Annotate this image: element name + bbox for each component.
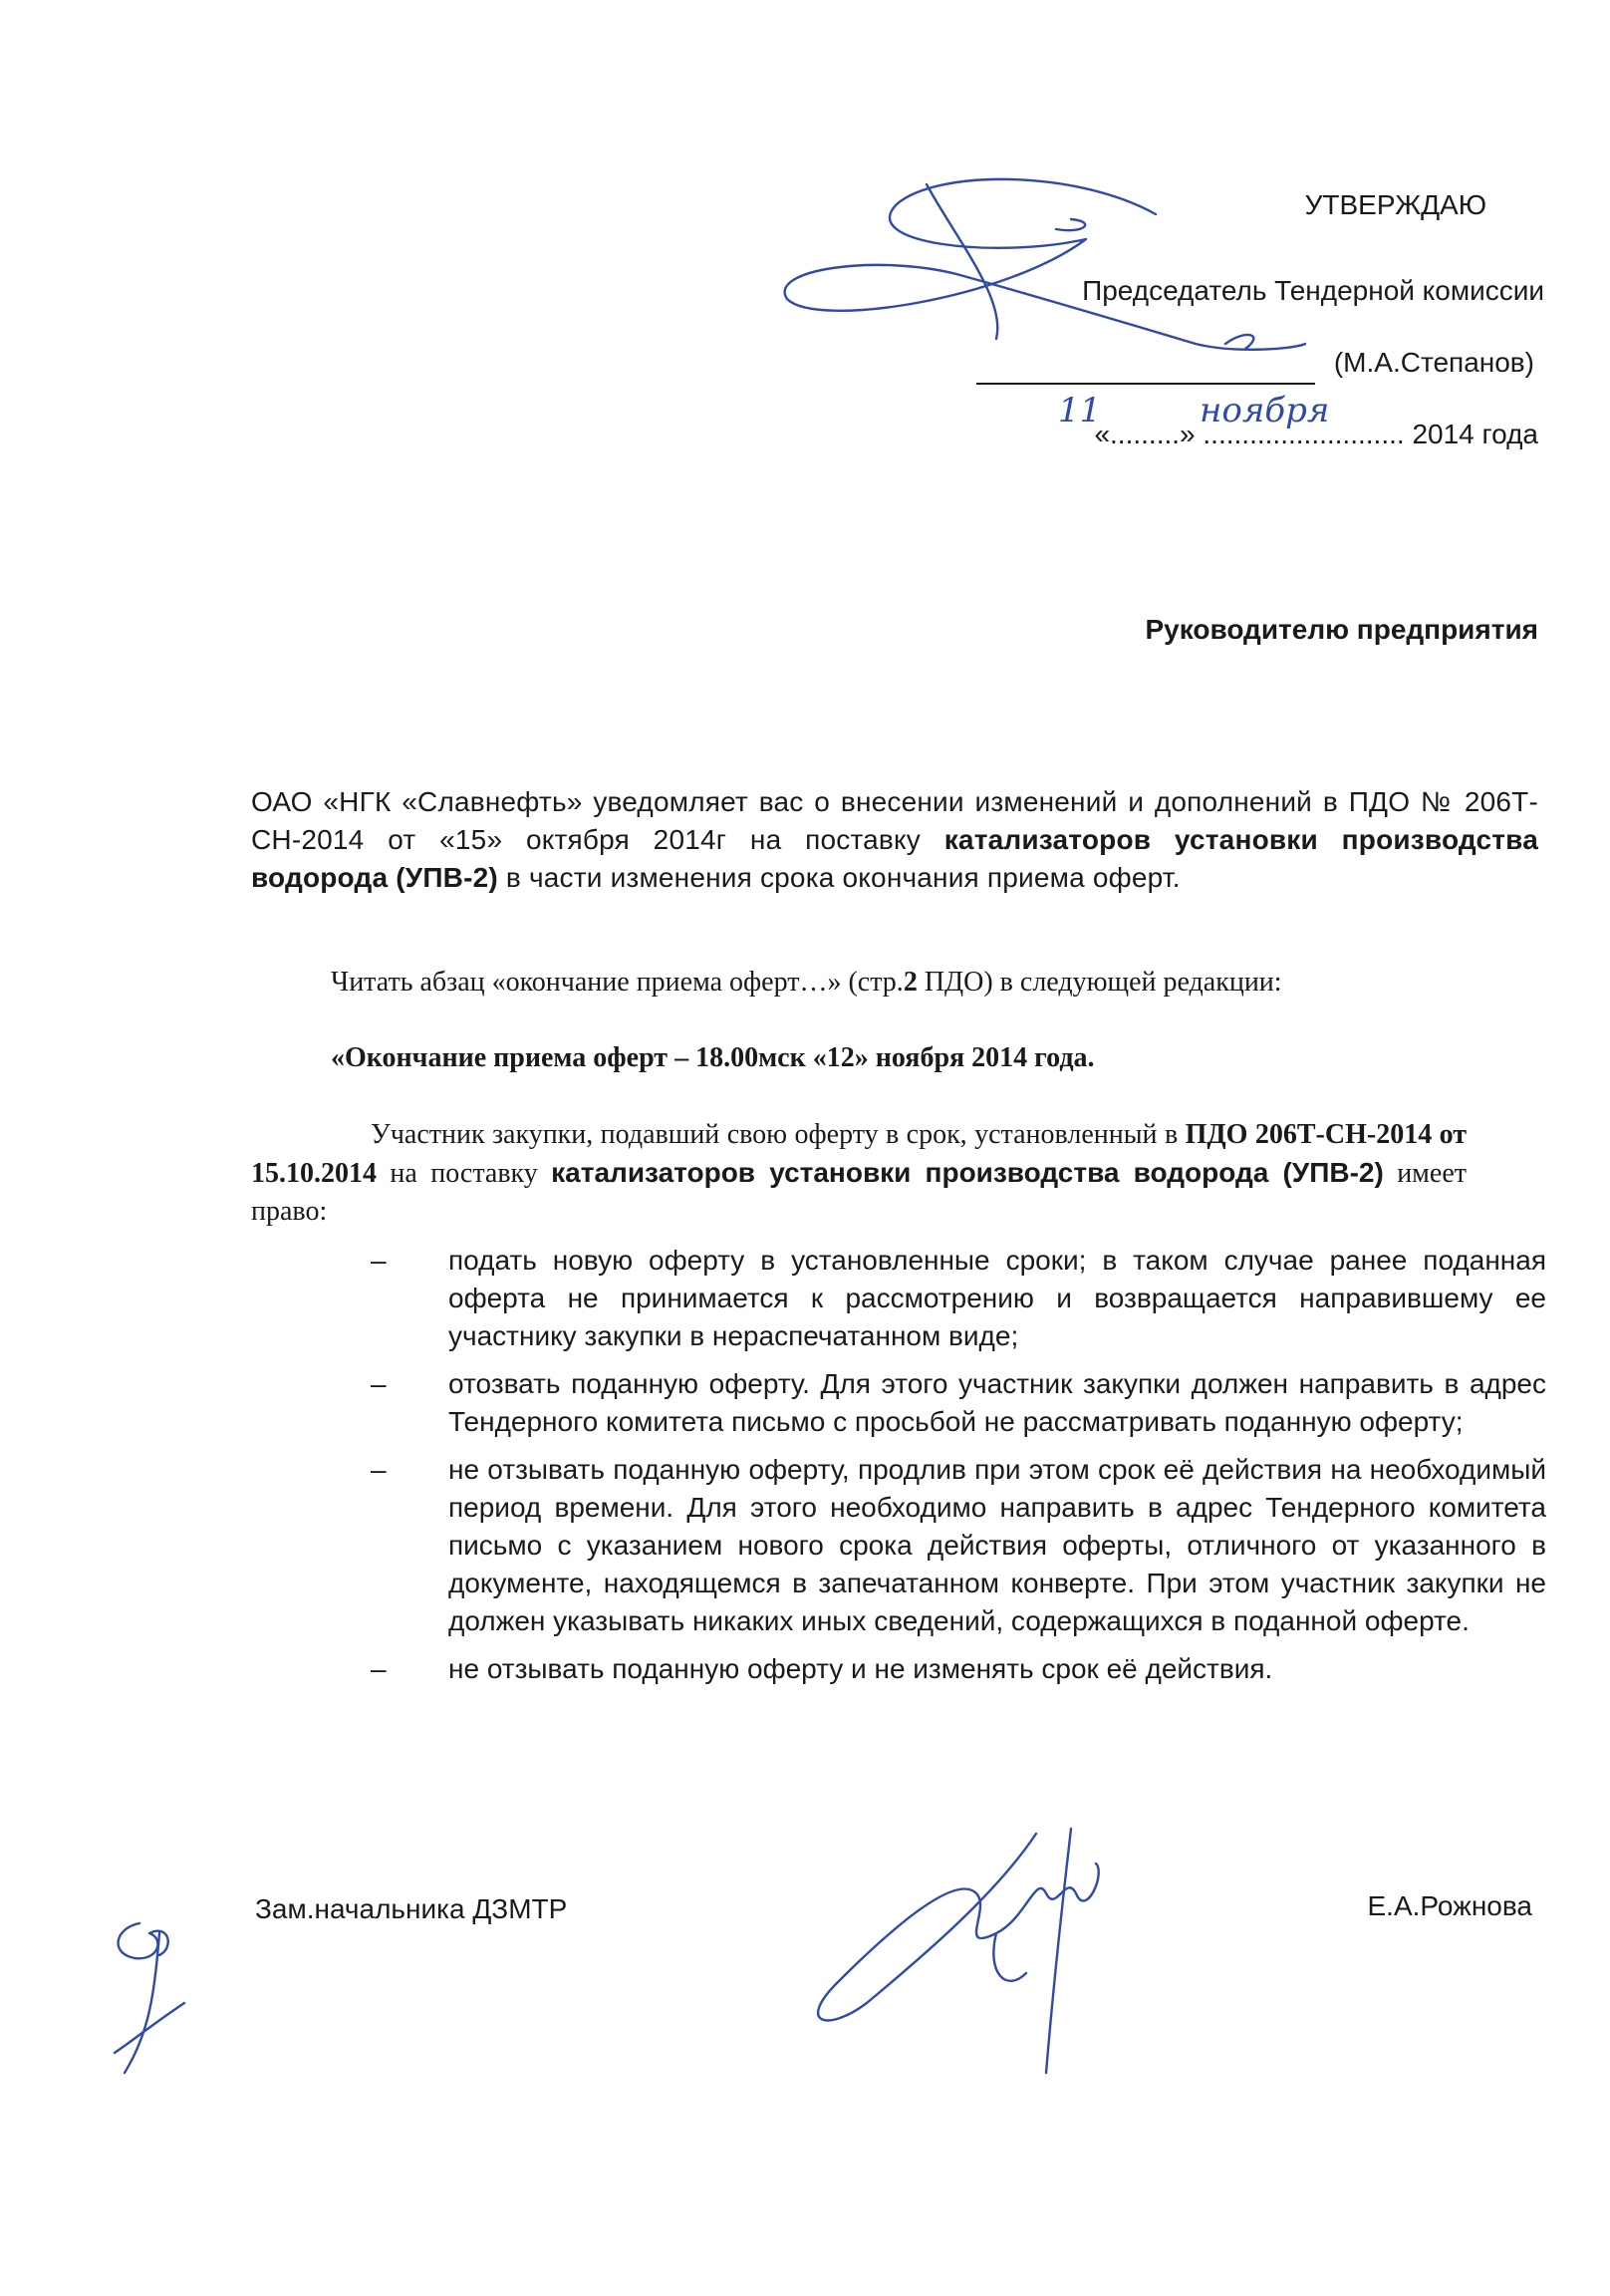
handwritten-date-day: 11 <box>1058 391 1102 430</box>
bullet-dash: – <box>371 1653 387 1684</box>
date-year: 2014 года <box>1412 419 1538 449</box>
list-item-text: не отзывать поданную оферту, продлив при этом срок её действия на необходимый период времени. Для этого необходимо направить в адрес Тендерного комитета письмо с указанием нового срока действия оферты, отличного от указанного в документе, находящемся в запечатанном конверте. При этом участник закупки не должен указывать никаких иных сведений, содержащихся в поданной оферте. <box>448 1454 1546 1636</box>
signature-line <box>976 383 1315 385</box>
pdo-reference: ПДО 206Т-СН-2014 от 15.10.2014 <box>251 1119 1468 1189</box>
date-prefix: «.........» <box>1094 419 1196 449</box>
read-instruction-page: 2 <box>903 967 918 998</box>
read-instruction-end: ПДО) в следующей редакции: <box>924 967 1282 998</box>
bullet-dash: – <box>371 1245 387 1276</box>
list-item <box>371 1650 1546 1688</box>
deadline-statement: «Окончание приема оферт – 18.00мск «12» ноября 2014 года. <box>331 1042 1095 1073</box>
participant-text: Участник закупки, подавший свою оферту в срок, установленный в <box>371 1119 1186 1150</box>
list-item-text: не отзывать поданную оферту и не изменять срок её действия. <box>448 1653 1273 1684</box>
participant-paragraph <box>251 1116 1467 1231</box>
participant-subject: катализаторов установки производства водорода (УПВ-2) <box>551 1157 1384 1188</box>
participant-mid: на поставку <box>377 1158 552 1189</box>
approval-role: Председатель Тендерной комиссии <box>1082 275 1544 306</box>
recipient: Руководителю предприятия <box>1145 614 1538 645</box>
intro-subject: катализаторов установки производства водорода (УПВ-2) <box>251 824 1538 893</box>
participant-end: имеет право: <box>251 1158 1467 1227</box>
initials-signature <box>115 1923 184 2073</box>
read-instruction-start: Читать абзац «окончание приема оферт…» (стр. <box>331 967 904 998</box>
date-mid: .......................... <box>1203 419 1405 449</box>
list-item <box>371 1242 1546 1355</box>
signatory-role: Зам.начальника ДЗМТР <box>255 1893 568 1924</box>
approval-signature <box>785 179 1305 350</box>
list-item <box>371 1365 1546 1441</box>
main-signature <box>818 1829 1099 2073</box>
intro-paragraph <box>251 783 1538 897</box>
bullet-dash: – <box>371 1368 387 1399</box>
bullet-dash: – <box>371 1454 387 1485</box>
approval-title: УТВЕРЖДАЮ <box>1304 189 1486 220</box>
handwritten-date-month: ноября <box>1200 391 1330 430</box>
read-instruction <box>331 967 1282 999</box>
intro-text: ОАО «НГК «Славнефть» уведомляет вас о внесении изменений и дополнений в ПДО № 206Т-СН-2014 от «15» октября 2014г на поставку <box>251 786 1538 855</box>
rights-list <box>371 1242 1546 1698</box>
list-item-text: подать новую оферту в установленные сроки; в таком случае ранее поданная оферта не принимается к рассмотрению и возвращается направившему ее участнику закупки в нераспечатанном виде; <box>448 1245 1546 1351</box>
list-item <box>371 1451 1546 1640</box>
intro-text-end: в части изменения срока окончания приема оферт. <box>505 862 1181 893</box>
approval-name: (М.А.Степанов) <box>1333 347 1534 378</box>
list-item-text: отозвать поданную оферту. Для этого участник закупки должен направить в адрес Тендерного комитета письмо с просьбой не рассматривать поданную оферту; <box>448 1368 1546 1437</box>
signatory-name: Е.А.Рожнова <box>1367 1890 1532 1921</box>
